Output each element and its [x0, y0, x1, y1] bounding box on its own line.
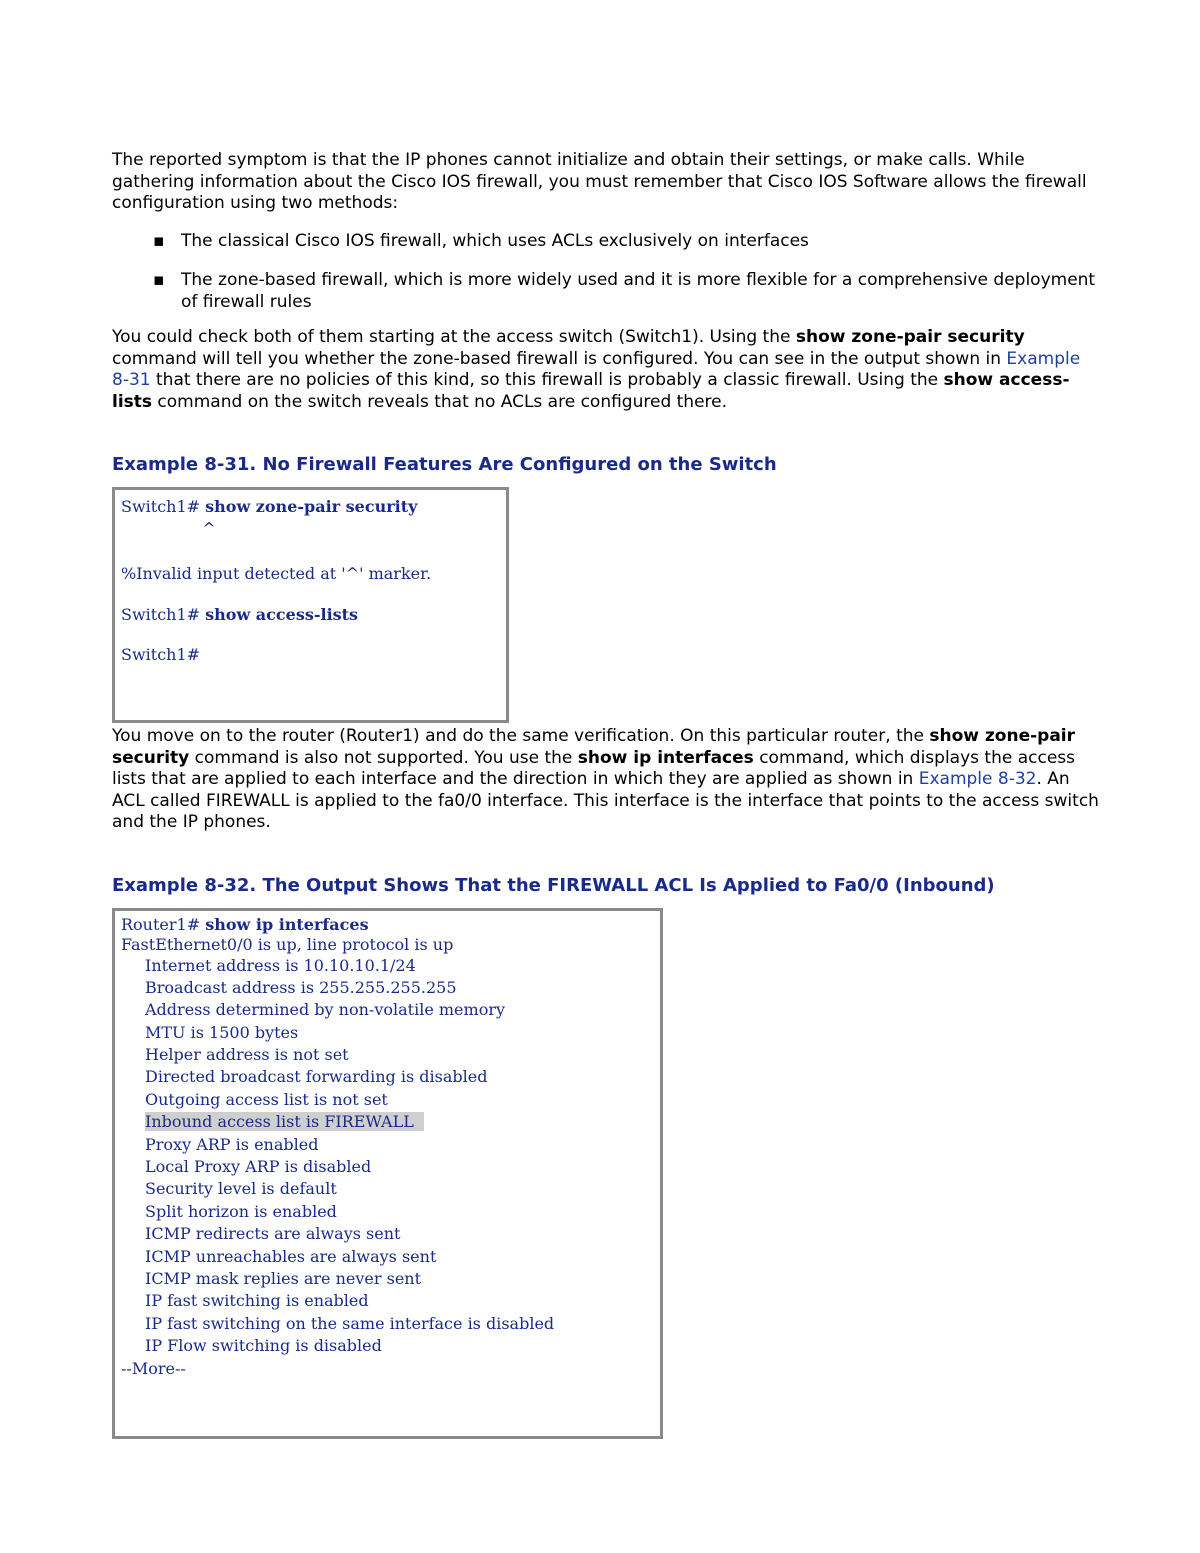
code-line: Broadcast address is 255.255.255.255 — [145, 977, 457, 997]
list-item: ▪ The classical Cisco IOS firewall, which uses ACLs exclusively on interfaces — [153, 230, 809, 251]
document-page — [112, 150, 1102, 1439]
code-line: IP fast switching on the same interface is disabled — [145, 1313, 555, 1333]
code-line: ICMP unreachables are always sent — [145, 1246, 437, 1266]
switch-check-paragraph: You could check both of them starting at the access switch (Switch1). Using the show zone-pair security command will tell you whether the zone-based firewall is configured. You can see in the output shown in Example 8-31 that there are no policies of this kind, so this firewall is probably a classic firewall. Using the show access-lists command on the switch reveals that no ACLs are configured there. — [112, 327, 1081, 412]
code-line: Outgoing access list is not set — [145, 1089, 388, 1109]
command-text: show access-lists — [112, 370, 1070, 412]
command-text: show ip interfaces — [577, 747, 754, 768]
example-8-31-title: Example 8-31. No Firewall Features Are Configured on the Switch — [112, 454, 777, 475]
command-text: show zone-pair security — [112, 726, 1076, 768]
list-item: ▪ The zone-based firewall, which is more widely used and it is more flexible for a comprehensive deployment of firewall rules — [153, 270, 1096, 312]
more-prompt: --More-- — [121, 1358, 186, 1378]
code-line: Proxy ARP is enabled — [145, 1134, 319, 1154]
code-line: IP fast switching is enabled — [145, 1291, 369, 1311]
bullet-icon: ▪ — [153, 230, 165, 251]
command-text: show zone-pair security — [795, 327, 1025, 347]
code-line: Internet address is 10.10.10.1/24 — [145, 955, 416, 975]
code-line: MTU is 1500 bytes — [145, 1022, 299, 1042]
intro-paragraph: The reported symptom is that the IP phones cannot initialize and obtain their settings, or make calls. While gathering information about the Cisco IOS firewall, you must remember that Cisco IOS Software allows the firewall configuration using two methods: — [112, 150, 1087, 213]
code-line: ICMP mask replies are never sent — [145, 1268, 422, 1288]
code-line: ICMP redirects are always sent — [145, 1224, 401, 1244]
bullet-icon: ▪ — [153, 270, 165, 290]
code-line: Helper address is not set — [145, 1045, 349, 1065]
example-8-31-link[interactable]: Example 8-31 — [112, 348, 1081, 390]
example-8-32-code: Router1# show ip interfaces FastEthernet0/0 is up, line protocol is up Internet address is 10.10.10.1/24 Broadcast address is 255.255.255.255 Address determined by non-volatile memory MTU is 1500 bytes Helper address is not set Directed broadcast forwarding is disabled Outgoing access list is not set Inbound access list is FIREWALL Proxy ARP is enabled Local Proxy ARP is disabled Security level is default Split horizon is enabled ICMP redirects are always sent ICMP unreachables are always sent ICMP mask replies are never sent IP fast switching is enabled IP fast switching on the same interface is disabled IP Flow switching is disabled --More-- — [112, 908, 663, 1439]
highlighted-acl-line: Inbound access list is FIREWALL — [145, 1112, 424, 1131]
code-line: Directed broadcast forwarding is disabled — [145, 1067, 488, 1087]
router-check-paragraph: You move on to the router (Router1) and do the same verification. On this particular router, the show zone-pair security command is also not supported. You use the show ip interfaces command, which displays the access lists that are applied to each interface and the direction in which they are applied as shown in Example 8-32. An ACL called FIREWALL is applied to the fa0/0 interface. This interface is the interface that points to the access switch and the IP phones. — [112, 726, 1099, 832]
code-line: IP Flow switching is disabled — [145, 1336, 382, 1356]
code-line: Split horizon is enabled — [145, 1201, 337, 1221]
code-line — [121, 1111, 654, 1133]
example-8-32-link[interactable]: Example 8-32 — [918, 769, 1037, 789]
method-list — [112, 231, 1102, 314]
code-line: Security level is default — [145, 1179, 337, 1199]
example-8-31-code: Switch1# show zone-pair security ^ %Invalid input detected at '^' marker. Switch1# show access-lists Switch1# — [112, 487, 509, 723]
code-line: Local Proxy ARP is disabled — [145, 1157, 372, 1177]
code-line: Address determined by non-volatile memory — [145, 1000, 506, 1020]
interface-output — [121, 955, 654, 1358]
example-8-32-title: Example 8-32. The Output Shows That the FIREWALL ACL Is Applied to Fa0/0 (Inbound) — [112, 874, 995, 896]
